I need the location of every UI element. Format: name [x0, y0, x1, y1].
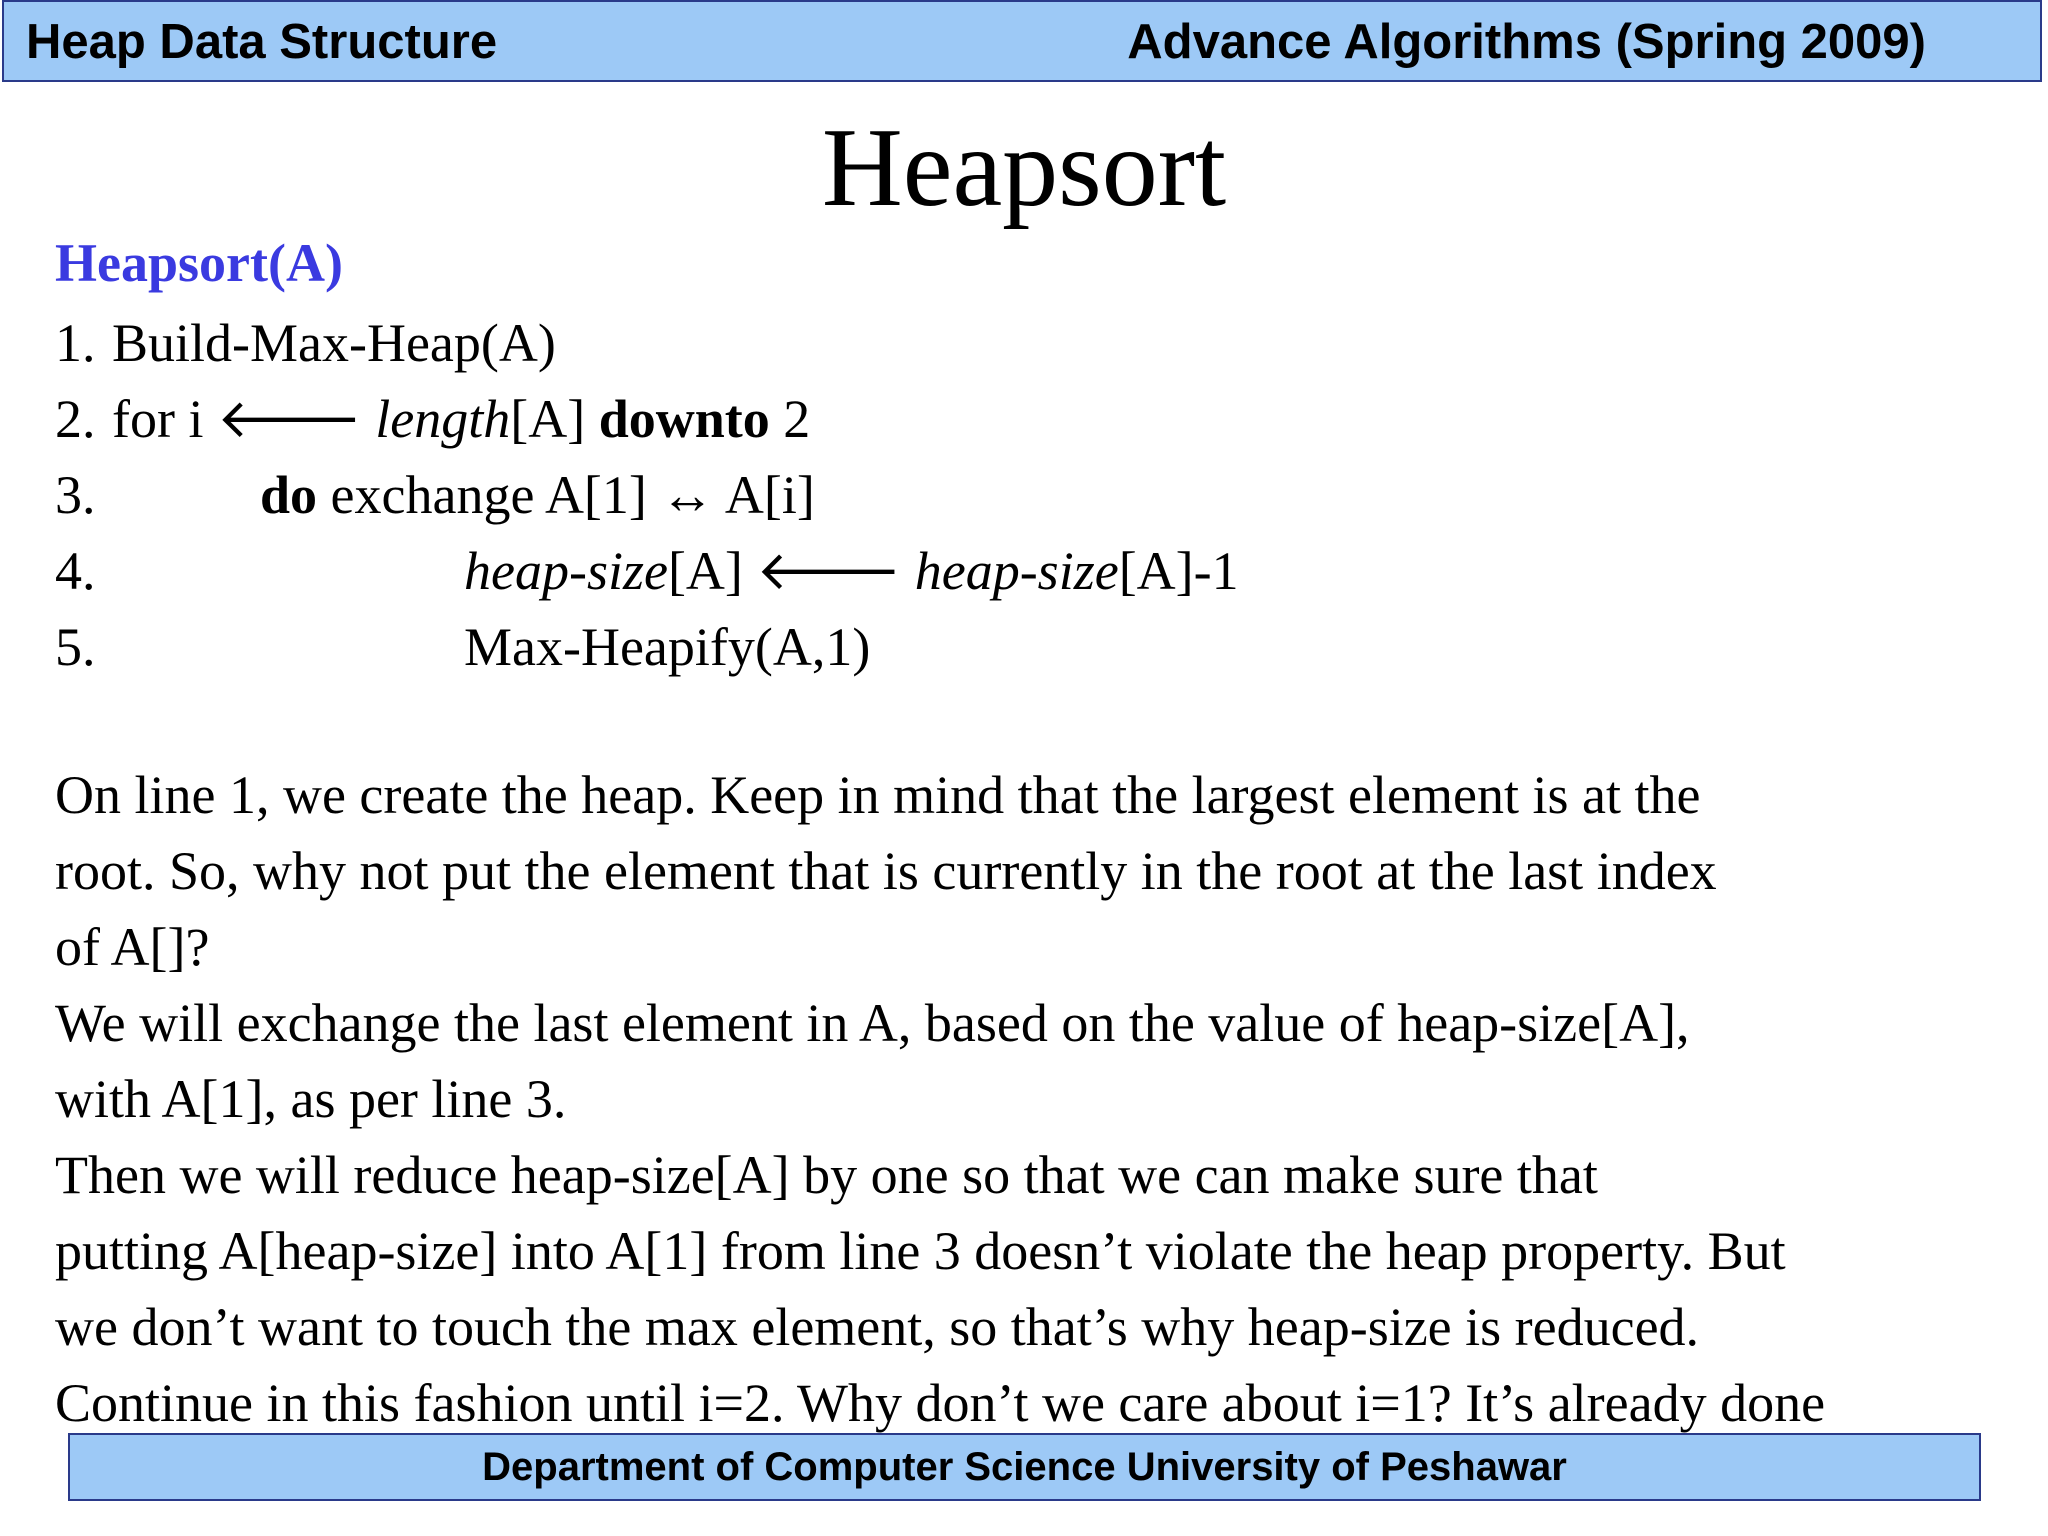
left-arrow-icon: 🡐	[216, 389, 362, 449]
header-bar	[2, 0, 2042, 82]
code-line-1-number: 1.	[55, 313, 96, 373]
code-line-4	[464, 541, 1239, 601]
code-line-2	[112, 389, 811, 449]
code-line-5-text: Max-Heapify(A,1)	[464, 617, 871, 677]
code-line-2-keyword: downto	[598, 389, 770, 449]
paragraph-line: Then we will reduce heap-size[A] by one so that we can make sure that	[55, 1145, 1598, 1205]
code-line-5-number: 5.	[55, 617, 96, 677]
paragraph-line: root. So, why not put the element that is currently in the root at the last index	[55, 841, 1717, 901]
code-line-3	[260, 465, 815, 525]
code-line-4-post: [A]-1	[1118, 541, 1239, 601]
code-line-3-number: 3.	[55, 465, 96, 525]
paragraph-line: Continue in this fashion until i=2. Why don’t we care about i=1? It’s already done	[55, 1373, 1826, 1433]
footer-department: Department of Computer Science University of Peshawar	[482, 1445, 1567, 1489]
algorithm-name: Heapsort(A)	[55, 233, 343, 293]
footer-bar	[68, 1433, 1981, 1501]
code-line-4-number: 4.	[55, 541, 96, 601]
paragraph-line: We will exchange the last element in A, based on the value of heap-size[A],	[55, 993, 1690, 1053]
paragraph-line: we don’t want to touch the max element, so that’s why heap-size is reduced.	[55, 1297, 1700, 1357]
left-arrow-icon: 🡐	[756, 541, 902, 601]
code-line-3-text: exchange A[1] ↔ A[i]	[317, 465, 815, 525]
paragraph-line: On line 1, we create the heap. Keep in mind that the largest element is at the	[55, 765, 1701, 825]
code-line-1-text: Build-Max-Heap(A)	[112, 313, 556, 373]
slide-title: Heapsort	[821, 106, 1227, 230]
paragraph-line: putting A[heap-size] into A[1] from line 3 doesn’t violate the heap property. But	[55, 1221, 1786, 1281]
code-line-2-pre: for i	[112, 389, 217, 449]
code-line-4-var2: heap-size	[914, 541, 1119, 601]
code-line-2-var: length	[375, 389, 511, 449]
paragraph-line: of A[]?	[55, 917, 210, 977]
paragraph-line: with A[1], as per line 3.	[55, 1069, 567, 1129]
code-line-4-var1: heap-size	[464, 541, 668, 601]
header-topic: Heap Data Structure	[26, 15, 498, 69]
code-line-4-mid: [A]	[667, 541, 757, 601]
code-line-2-mid: [A]	[510, 389, 599, 449]
code-line-2-number: 2.	[55, 389, 96, 449]
header-course: Advance Algorithms (Spring 2009)	[1127, 15, 1926, 69]
code-line-2-post: 2	[769, 389, 811, 449]
code-line-3-keyword: do	[260, 465, 318, 525]
